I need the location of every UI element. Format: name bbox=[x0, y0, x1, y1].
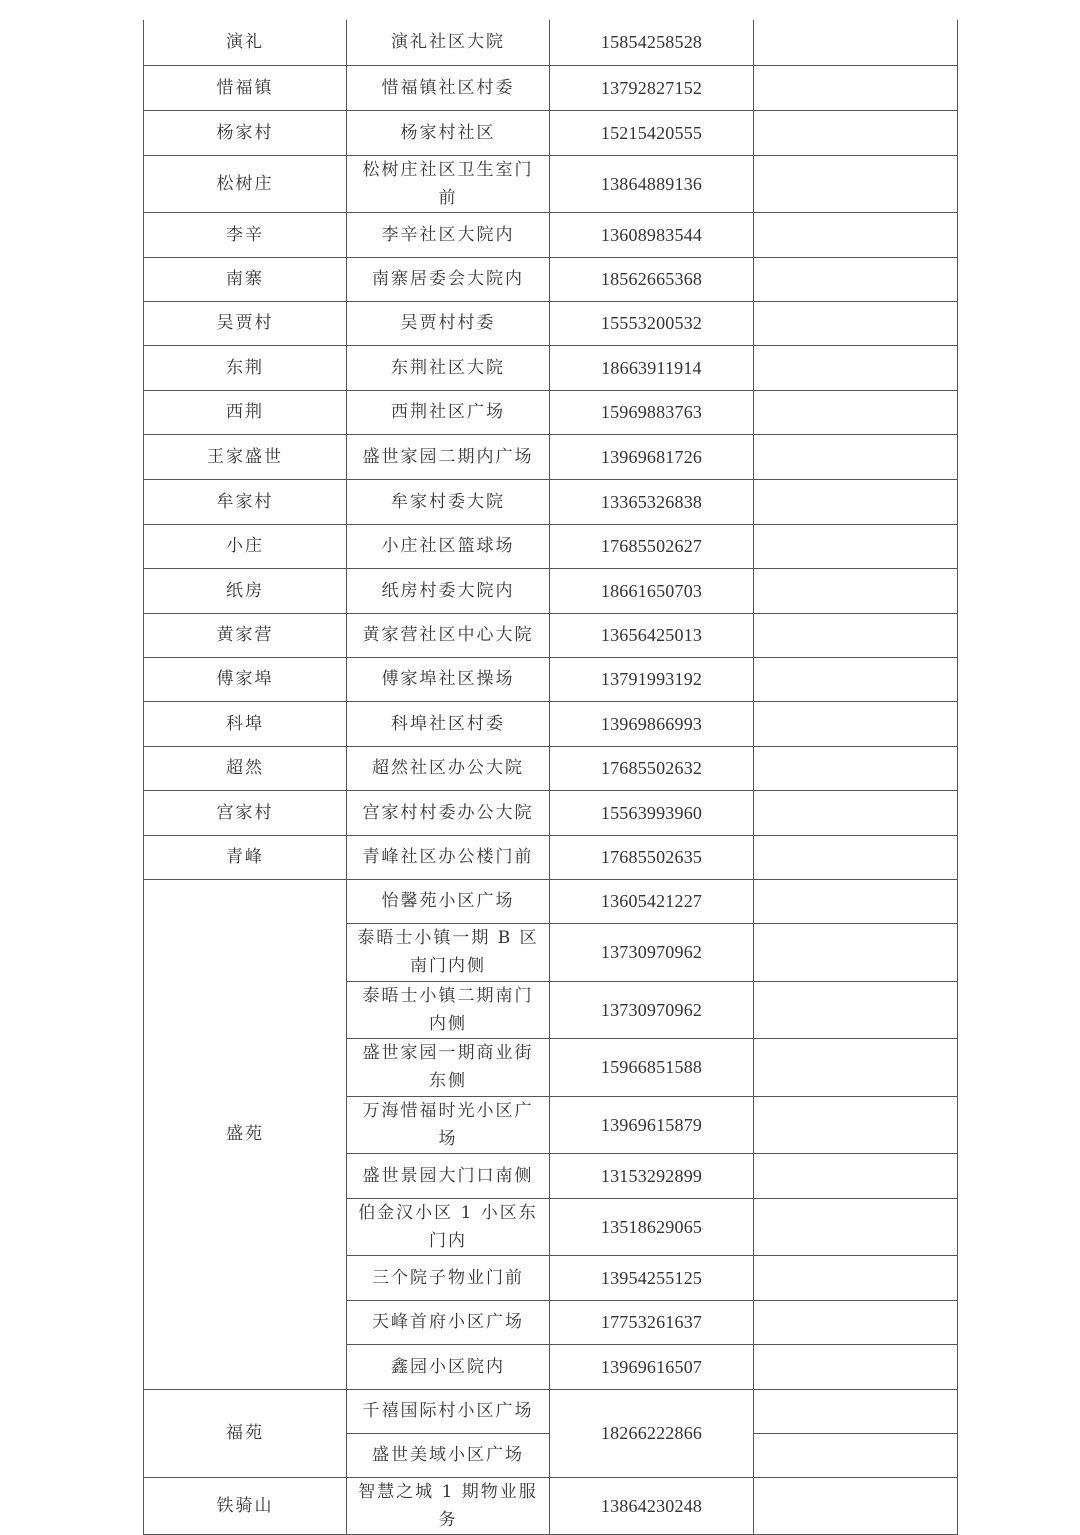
community-name: 松树庄 bbox=[144, 155, 347, 212]
site-address: 智慧之城 1 期物业服务 bbox=[347, 1477, 550, 1534]
note-cell bbox=[754, 613, 958, 657]
contact-phone: 13608983544 bbox=[550, 212, 754, 257]
table-row bbox=[144, 701, 958, 746]
table-row bbox=[144, 524, 958, 568]
note-cell bbox=[754, 155, 958, 212]
community-name: 科埠 bbox=[144, 701, 347, 746]
table-row bbox=[144, 1389, 958, 1433]
community-name: 西荆 bbox=[144, 390, 347, 434]
contact-phone: 18562665368 bbox=[550, 257, 754, 301]
table-row bbox=[144, 657, 958, 701]
note-cell bbox=[754, 1344, 958, 1389]
site-address: 小庄社区篮球场 bbox=[347, 524, 550, 568]
note-cell bbox=[754, 1300, 958, 1344]
community-name: 小庄 bbox=[144, 524, 347, 568]
table-row bbox=[144, 746, 958, 790]
site-address: 盛世景园大门口南侧 bbox=[347, 1153, 550, 1198]
contact-phone: 18663911914 bbox=[550, 345, 754, 390]
site-address: 惜福镇社区村委 bbox=[347, 65, 550, 110]
site-address: 演礼社区大院 bbox=[347, 20, 550, 65]
site-address: 牟家村委大院 bbox=[347, 479, 550, 524]
community-name: 铁骑山 bbox=[144, 1477, 347, 1534]
note-cell bbox=[754, 1096, 958, 1153]
note-cell bbox=[754, 1477, 958, 1534]
table-row bbox=[144, 568, 958, 613]
site-address: 杨家村社区 bbox=[347, 110, 550, 155]
contact-phone: 15966851588 bbox=[550, 1038, 754, 1096]
note-cell bbox=[754, 790, 958, 835]
site-address: 三个院子物业门前 bbox=[347, 1255, 550, 1300]
contact-phone: 15563993960 bbox=[550, 790, 754, 835]
note-cell bbox=[754, 1433, 958, 1477]
contact-phone: 13969681726 bbox=[550, 434, 754, 479]
contact-phone: 17685502632 bbox=[550, 746, 754, 790]
site-address: 东荆社区大院 bbox=[347, 345, 550, 390]
note-cell bbox=[754, 701, 958, 746]
community-name: 盛苑 bbox=[144, 879, 347, 1389]
site-address: 盛世家园一期商业街东侧 bbox=[347, 1038, 550, 1096]
contact-phone: 13969615879 bbox=[550, 1096, 754, 1153]
contact-phone: 18266222866 bbox=[550, 1389, 754, 1477]
contact-phone: 13730970962 bbox=[550, 981, 754, 1038]
contact-phone: 17753261637 bbox=[550, 1300, 754, 1344]
site-address: 松树庄社区卫生室门前 bbox=[347, 155, 550, 212]
contact-phone: 13518629065 bbox=[550, 1198, 754, 1255]
site-address: 伯金汉小区 1 小区东门内 bbox=[347, 1198, 550, 1255]
table-row bbox=[144, 155, 958, 212]
contact-phone: 15553200532 bbox=[550, 301, 754, 345]
community-name: 李辛 bbox=[144, 212, 347, 257]
site-address: 天峰首府小区广场 bbox=[347, 1300, 550, 1344]
community-name: 黄家营 bbox=[144, 613, 347, 657]
site-address: 吴贾村村委 bbox=[347, 301, 550, 345]
note-cell bbox=[754, 981, 958, 1038]
note-cell bbox=[754, 390, 958, 434]
community-name: 演礼 bbox=[144, 20, 347, 65]
community-name: 青峰 bbox=[144, 835, 347, 879]
table-row bbox=[144, 212, 958, 257]
contact-phone: 13969866993 bbox=[550, 701, 754, 746]
contact-phone: 13153292899 bbox=[550, 1153, 754, 1198]
site-address: 李辛社区大院内 bbox=[347, 212, 550, 257]
site-address: 纸房村委大院内 bbox=[347, 568, 550, 613]
community-name: 福苑 bbox=[144, 1389, 347, 1477]
note-cell bbox=[754, 568, 958, 613]
site-address: 泰晤士小镇一期 B 区南门内侧 bbox=[347, 923, 550, 981]
note-cell bbox=[754, 1153, 958, 1198]
community-name: 纸房 bbox=[144, 568, 347, 613]
table-row bbox=[144, 434, 958, 479]
note-cell bbox=[754, 835, 958, 879]
note-cell bbox=[754, 524, 958, 568]
site-address: 科埠社区村委 bbox=[347, 701, 550, 746]
contact-phone: 17685502635 bbox=[550, 835, 754, 879]
note-cell bbox=[754, 1038, 958, 1096]
site-address: 盛世家园二期内广场 bbox=[347, 434, 550, 479]
site-address: 西荆社区广场 bbox=[347, 390, 550, 434]
table-row bbox=[144, 1477, 958, 1534]
table-row bbox=[144, 20, 958, 65]
contact-phone: 13954255125 bbox=[550, 1255, 754, 1300]
note-cell bbox=[754, 434, 958, 479]
community-name: 吴贾村 bbox=[144, 301, 347, 345]
table-row bbox=[144, 301, 958, 345]
community-name: 惜福镇 bbox=[144, 65, 347, 110]
note-cell bbox=[754, 110, 958, 155]
note-cell bbox=[754, 257, 958, 301]
note-cell bbox=[754, 212, 958, 257]
contact-phone: 15969883763 bbox=[550, 390, 754, 434]
community-name: 王家盛世 bbox=[144, 434, 347, 479]
note-cell bbox=[754, 1389, 958, 1433]
community-name: 东荆 bbox=[144, 345, 347, 390]
site-address: 千禧国际村小区广场 bbox=[347, 1389, 550, 1433]
contact-phone: 13656425013 bbox=[550, 613, 754, 657]
note-cell bbox=[754, 657, 958, 701]
note-cell bbox=[754, 1255, 958, 1300]
site-address: 鑫园小区院内 bbox=[347, 1344, 550, 1389]
table-row bbox=[144, 65, 958, 110]
site-address: 怡馨苑小区广场 bbox=[347, 879, 550, 923]
site-address: 傅家埠社区操场 bbox=[347, 657, 550, 701]
community-name: 宫家村 bbox=[144, 790, 347, 835]
contact-phone: 13864889136 bbox=[550, 155, 754, 212]
contact-phone: 18661650703 bbox=[550, 568, 754, 613]
site-address: 黄家营社区中心大院 bbox=[347, 613, 550, 657]
contact-table-page bbox=[143, 20, 957, 1535]
note-cell bbox=[754, 301, 958, 345]
table-row bbox=[144, 110, 958, 155]
site-address: 南寨居委会大院内 bbox=[347, 257, 550, 301]
note-cell bbox=[754, 746, 958, 790]
note-cell bbox=[754, 65, 958, 110]
note-cell bbox=[754, 923, 958, 981]
site-address: 泰晤士小镇二期南门内侧 bbox=[347, 981, 550, 1038]
table-row bbox=[144, 345, 958, 390]
site-address: 青峰社区办公楼门前 bbox=[347, 835, 550, 879]
site-address: 盛世美域小区广场 bbox=[347, 1433, 550, 1477]
table-row bbox=[144, 790, 958, 835]
contact-phone: 13792827152 bbox=[550, 65, 754, 110]
contact-phone: 13730970962 bbox=[550, 923, 754, 981]
table-row bbox=[144, 479, 958, 524]
community-name: 南寨 bbox=[144, 257, 347, 301]
contact-phone: 15215420555 bbox=[550, 110, 754, 155]
note-cell bbox=[754, 345, 958, 390]
table-row bbox=[144, 390, 958, 434]
note-cell bbox=[754, 1198, 958, 1255]
community-name: 超然 bbox=[144, 746, 347, 790]
table-row bbox=[144, 257, 958, 301]
community-name: 傅家埠 bbox=[144, 657, 347, 701]
community-name: 杨家村 bbox=[144, 110, 347, 155]
note-cell bbox=[754, 879, 958, 923]
site-address: 宫家村村委办公大院 bbox=[347, 790, 550, 835]
note-cell bbox=[754, 20, 958, 65]
contact-phone: 13791993192 bbox=[550, 657, 754, 701]
note-cell bbox=[754, 479, 958, 524]
table-row bbox=[144, 613, 958, 657]
table-row bbox=[144, 879, 958, 923]
contact-phone: 13969616507 bbox=[550, 1344, 754, 1389]
contact-phone: 13365326838 bbox=[550, 479, 754, 524]
contact-phone: 13605421227 bbox=[550, 879, 754, 923]
table-row bbox=[144, 835, 958, 879]
community-name: 牟家村 bbox=[144, 479, 347, 524]
contact-phone: 15854258528 bbox=[550, 20, 754, 65]
site-address: 万海惜福时光小区广场 bbox=[347, 1096, 550, 1153]
contact-phone: 13864230248 bbox=[550, 1477, 754, 1534]
contact-phone: 17685502627 bbox=[550, 524, 754, 568]
site-address: 超然社区办公大院 bbox=[347, 746, 550, 790]
site-contact-table bbox=[143, 20, 958, 1535]
